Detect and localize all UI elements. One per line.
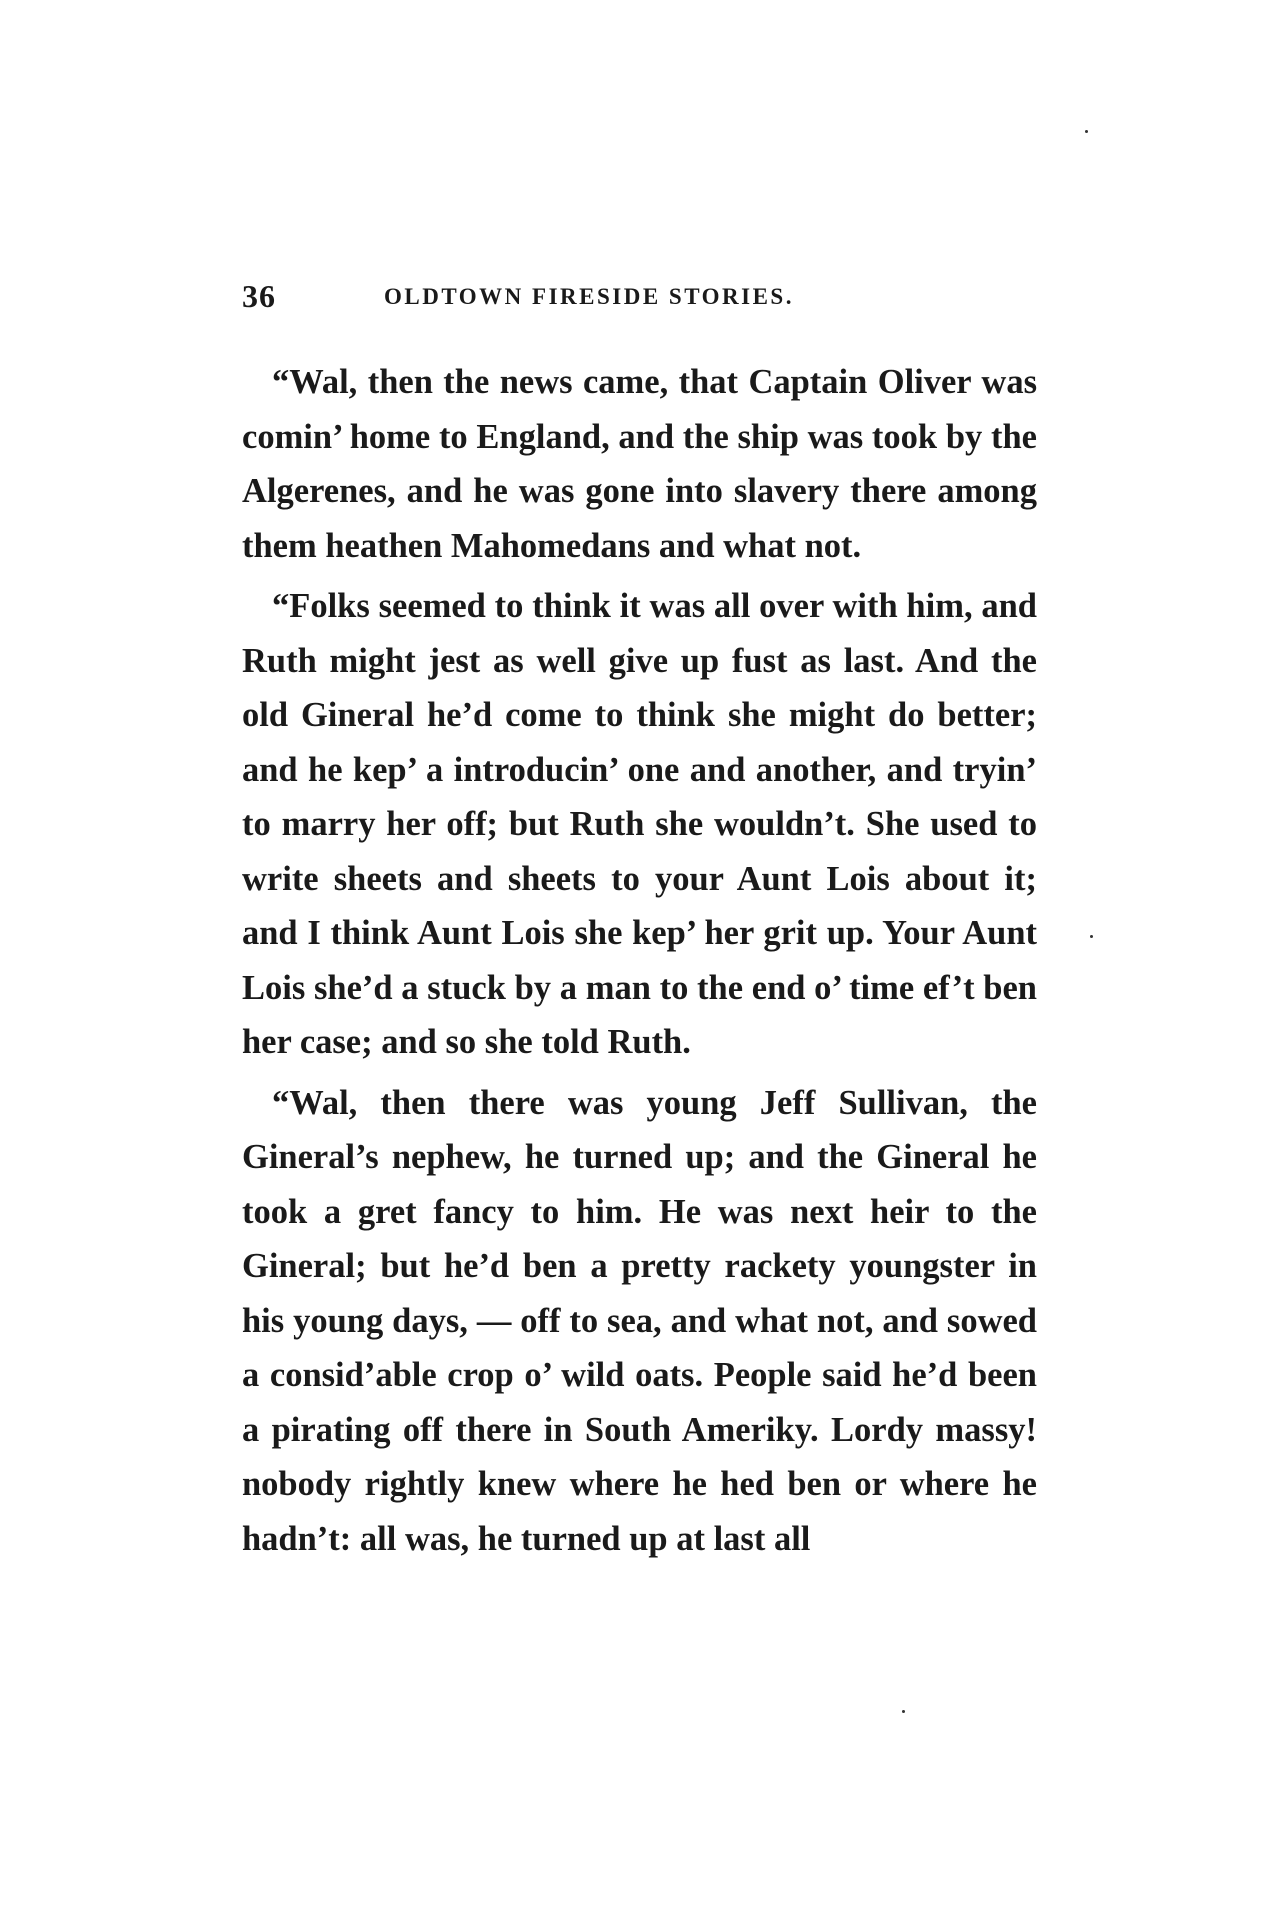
page-header	[242, 278, 1037, 328]
paragraph-2: “Folks seemed to think it was all over with him, and Ruth might jest as well give up fust as last. And the old Gineral he’d come to think she might do better; and he kep’ a introducin’ one and another, and tryin’ to marry her off; but Ruth she wouldn’t. She used to write sheets and sheets to your Aunt Lois about it; and I think Aunt Lois she kep’ her grit up. Your Aunt Lois she’d a stuck by a man to the end o’ time ef’t ben her case; and so she told Ruth.	[242, 587, 1037, 1061]
scan-speck	[1090, 935, 1093, 938]
running-title: OLDTOWN FIRESIDE STORIES.	[384, 284, 794, 309]
paragraph-1: “Wal, then the news came, that Captain Oliver was comin’ home to England, and the ship was took by the Algerenes, and he was gone into slavery there among them heathen Mahomedans and what not.	[242, 363, 1037, 565]
scan-speck	[902, 1710, 905, 1713]
paragraph-3: “Wal, then there was young Jeff Sullivan, the Gineral’s nephew, he turned up; and the Gineral he took a gret fancy to him. He was next heir to the Gineral; but he’d ben a pretty rackety youngster in his young days, — off to sea, and what not, and sowed a consid’able crop o’ wild oats. People said he’d been a pirating off there in South Ameriky. Lordy massy! nobody rightly knew where he hed ben or where he hadn’t: all was, he turned up at last all	[242, 1083, 1037, 1558]
page-number: 36	[242, 278, 276, 314]
body-text	[242, 355, 1037, 1572]
scan-speck	[1085, 130, 1088, 133]
